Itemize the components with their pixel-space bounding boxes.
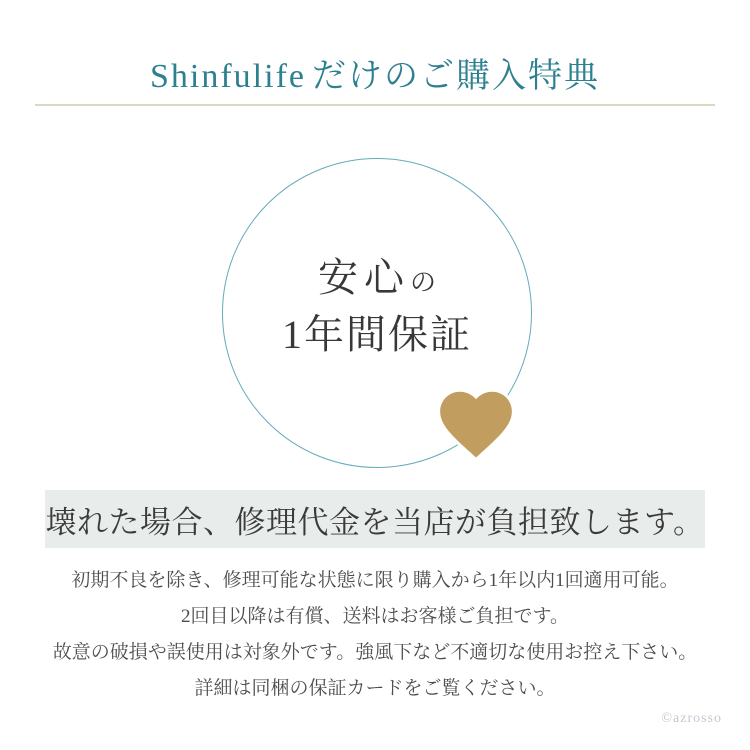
copyright-watermark: ©azrosso: [661, 711, 722, 726]
terms-note-line: 詳細は同梱の保証カードをご覧ください。: [194, 678, 556, 699]
terms-notes: [0, 563, 750, 707]
guarantee-highlight-bar: [45, 490, 705, 548]
page-title: [0, 48, 750, 97]
heart-icon: [433, 381, 519, 467]
warranty-line1: [223, 252, 531, 309]
guarantee-highlight-text: 壊れた場合、修理代金を当店が負担致します。: [45, 504, 705, 540]
brand-name: Shinfulife: [150, 58, 306, 95]
page-title-suffix: だけのご購入特典: [311, 58, 600, 95]
terms-note-line: 故意の破損や誤使用は対象外です。強風下など不適切な使用お控え下さい。: [52, 642, 698, 663]
warranty-badge-text: [223, 252, 531, 361]
terms-note-line: 初期不良を除き、修理可能な状態に限り購入から1年以内1回適用可能。: [71, 570, 679, 591]
header-divider: [35, 104, 715, 106]
warranty-line1-main: 安心: [317, 255, 410, 300]
warranty-line2: 1年間保証: [282, 312, 472, 357]
terms-note-line: 2回目以降は有償、送料はお客様ご負担です。: [181, 606, 569, 627]
warranty-line1-particle: の: [409, 268, 436, 297]
